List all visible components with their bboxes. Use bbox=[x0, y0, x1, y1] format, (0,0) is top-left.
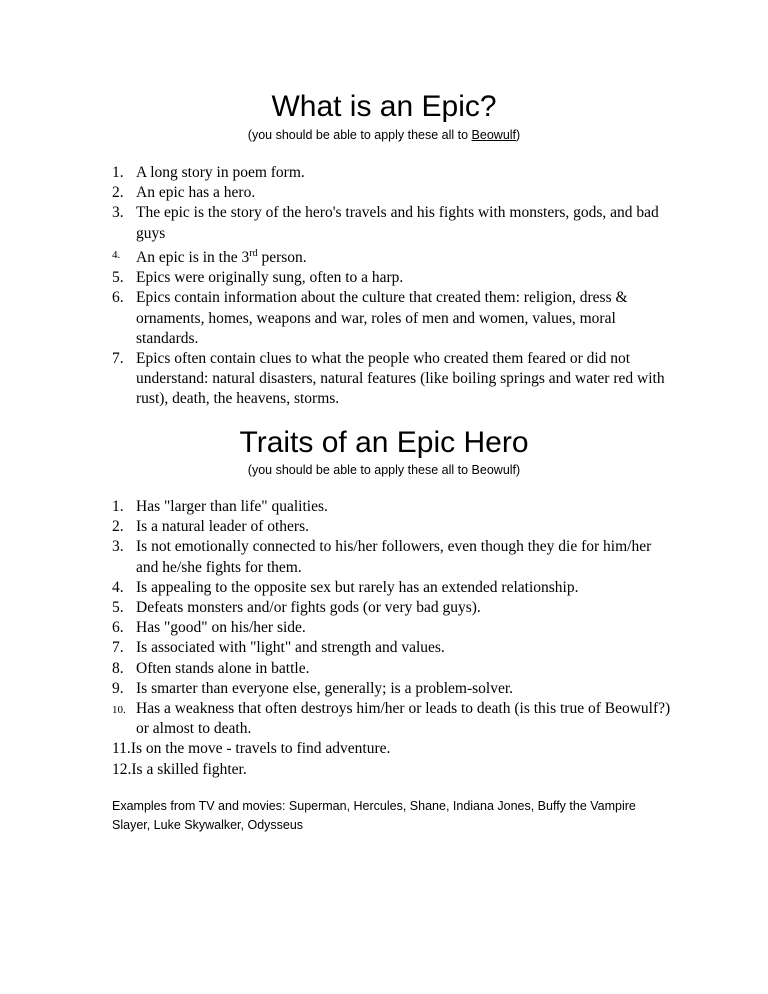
hero-list-item bbox=[112, 517, 672, 537]
item-text: Has "good" on his/her side. bbox=[136, 619, 306, 637]
examples-note: Examples from TV and movies: Superman, Hercules, Shane, Indiana Jones, Buffy the Vampire Slayer, Luke Skywalker, Odysseus bbox=[112, 799, 636, 832]
epic-subtitle bbox=[0, 127, 768, 143]
epic-list bbox=[112, 163, 672, 410]
hero-title: Traits of an Epic Hero bbox=[239, 426, 529, 459]
item-number: 1. bbox=[112, 164, 124, 181]
item-text: Is associated with "light" and strength and values. bbox=[136, 639, 445, 657]
item-number: 10. bbox=[112, 704, 126, 717]
item-text: Is smarter than everyone else, generally; is a problem-solver. bbox=[136, 679, 514, 697]
hero-list-item bbox=[112, 537, 672, 577]
epic-list-item bbox=[112, 163, 672, 183]
item-text-before: An epic is in the 3 bbox=[136, 248, 250, 266]
hero-list-item bbox=[112, 618, 672, 638]
item-number: 2. bbox=[112, 518, 124, 536]
item-number: 1. bbox=[112, 498, 124, 515]
item-text bbox=[136, 249, 307, 266]
item-number: 4. bbox=[112, 578, 124, 596]
item-number: 5. bbox=[112, 599, 124, 617]
item-text: Defeats monsters and/or fights gods (or very bad guys). bbox=[136, 599, 481, 617]
item-text: Is on the move - travels to find adventure. bbox=[130, 740, 391, 758]
item-text: Has "larger than life" qualities. bbox=[136, 498, 328, 515]
hero-list-item bbox=[112, 699, 672, 739]
item-text: Epics contain information about the culture that created them: religion, dress & ornaments, homes, weapons and war, roles of men and women, values, moral standards. bbox=[136, 289, 628, 347]
item-text: Is a natural leader of others. bbox=[136, 518, 310, 536]
epic-title: What is an Epic? bbox=[271, 90, 497, 123]
hero-list-item bbox=[112, 638, 672, 658]
item-text: Is a skilled fighter. bbox=[131, 760, 247, 778]
hero-list-item bbox=[112, 760, 672, 780]
item-number: 7. bbox=[112, 639, 124, 657]
hero-list-item bbox=[112, 739, 672, 759]
epic-list-item bbox=[112, 268, 672, 288]
item-number: 4. bbox=[112, 248, 121, 261]
item-number: 7. bbox=[112, 349, 124, 367]
epic-subtitle-prefix: (you should be able to apply these all to bbox=[247, 128, 472, 142]
item-text-after: person. bbox=[257, 248, 307, 266]
epic-list-item bbox=[112, 183, 672, 203]
item-superscript: rd bbox=[249, 247, 258, 259]
item-number: 12. bbox=[112, 760, 132, 778]
item-text: Is not emotionally connected to his/her followers, even though they die for him/her and he/she fights for them. bbox=[136, 538, 652, 576]
item-number: 6. bbox=[112, 289, 124, 307]
hero-list bbox=[112, 497, 672, 780]
epic-list-item bbox=[112, 349, 672, 410]
hero-list-item bbox=[112, 598, 672, 618]
epic-subtitle-suffix: ) bbox=[516, 128, 521, 142]
item-text: Is appealing to the opposite sex but rarely has an extended relationship. bbox=[136, 578, 579, 596]
hero-list-item bbox=[112, 679, 672, 699]
item-text: Often stands alone in battle. bbox=[136, 659, 310, 677]
item-number: 2. bbox=[112, 184, 124, 202]
hero-subtitle: (you should be able to apply these all to Beowulf) bbox=[247, 463, 521, 477]
item-number: 3. bbox=[112, 538, 124, 556]
epic-list-item bbox=[112, 203, 672, 243]
item-number: 9. bbox=[112, 679, 124, 697]
hero-list-item bbox=[112, 659, 672, 679]
item-number: 5. bbox=[112, 269, 124, 287]
item-number: 8. bbox=[112, 659, 124, 677]
epic-list-item bbox=[112, 244, 672, 268]
item-text: Epics were originally sung, often to a harp. bbox=[136, 269, 404, 287]
item-number: 3. bbox=[112, 204, 124, 222]
item-text: Has a weakness that often destroys him/her or leads to death (is this true of Beowulf?) or almost to death. bbox=[136, 700, 671, 738]
item-text: A long story in poem form. bbox=[136, 164, 305, 181]
item-text: Epics often contain clues to what the people who created them feared or did not understand: natural disasters, natural features (like boiling springs and water red with rust), death, the heavens, storms. bbox=[136, 349, 665, 408]
hero-list-item bbox=[112, 497, 672, 517]
epic-list-item bbox=[112, 288, 672, 349]
item-text: The epic is the story of the hero's travels and his fights with monsters, gods, and bad guys bbox=[136, 204, 659, 242]
epic-subtitle-link: Beowulf bbox=[471, 128, 517, 142]
item-number: 6. bbox=[112, 619, 124, 637]
item-text: An epic has a hero. bbox=[136, 184, 256, 202]
item-number: 11. bbox=[112, 740, 131, 758]
hero-list-item bbox=[112, 578, 672, 598]
